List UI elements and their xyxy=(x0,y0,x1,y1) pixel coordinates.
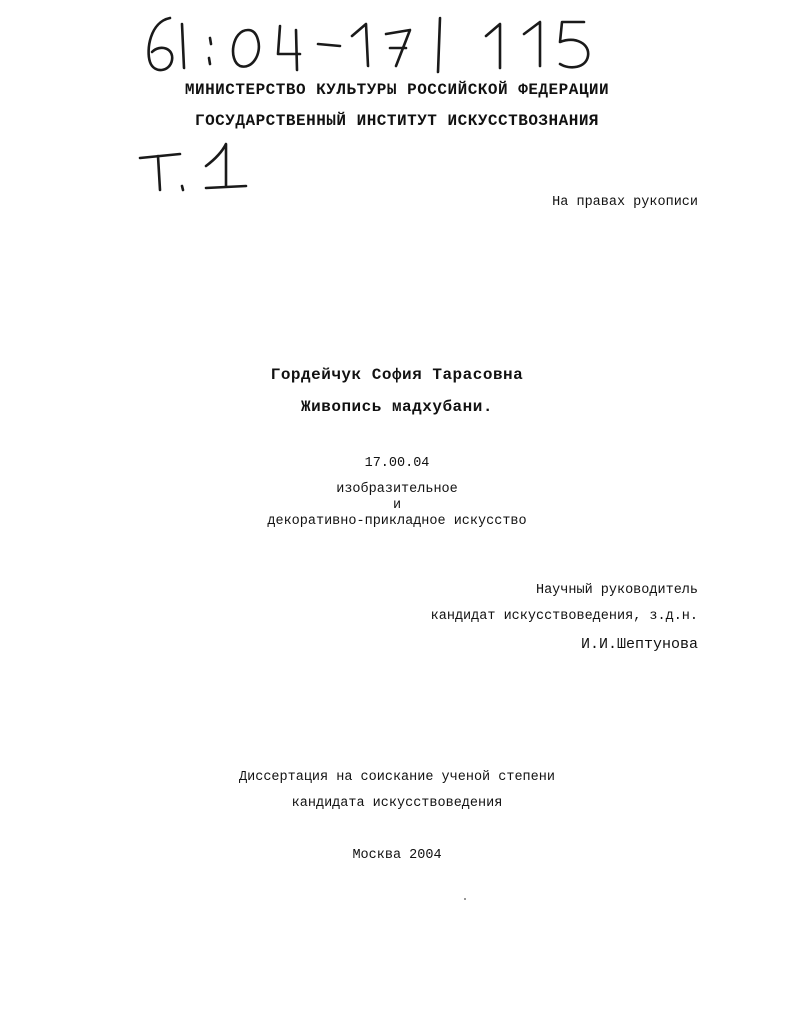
dissertation-degree-line-2: кандидата искусствоведения xyxy=(291,796,503,811)
specialty-line-3: декоративно-прикладное искусство xyxy=(267,514,527,529)
dissertation-degree-line-1: Диссертация на соискание ученой степени xyxy=(239,770,555,785)
specialty-code: 17.00.04 xyxy=(364,456,430,471)
handwritten-call-number xyxy=(0,0,794,220)
advisor-degree: кандидат искусствоведения, з.д.н. xyxy=(430,609,698,624)
dissertation-title: Живопись мадхубани. xyxy=(301,398,493,416)
institute-name: ГОСУДАРСТВЕННЫЙ ИНСТИТУТ ИСКУССТВОЗНАНИЯ xyxy=(194,112,600,130)
scan-speck xyxy=(464,898,466,900)
specialty-line-1: изобразительное xyxy=(336,482,458,497)
handwritten-volume-mark xyxy=(0,0,794,220)
ministry-name: МИНИСТЕРСТВО КУЛЬТУРЫ РОССИЙСКОЙ ФЕДЕРАЦИИ xyxy=(184,81,610,99)
advisor-name: И.И.Шептунова xyxy=(580,636,698,653)
place-and-year: Москва 2004 xyxy=(352,848,442,863)
specialty-line-2: и xyxy=(392,498,402,513)
advisor-role: Научный руководитель xyxy=(535,583,698,598)
author-name: Гордейчук София Тарасовна xyxy=(270,366,524,384)
manuscript-rights-note: На правах рукописи xyxy=(552,195,698,210)
